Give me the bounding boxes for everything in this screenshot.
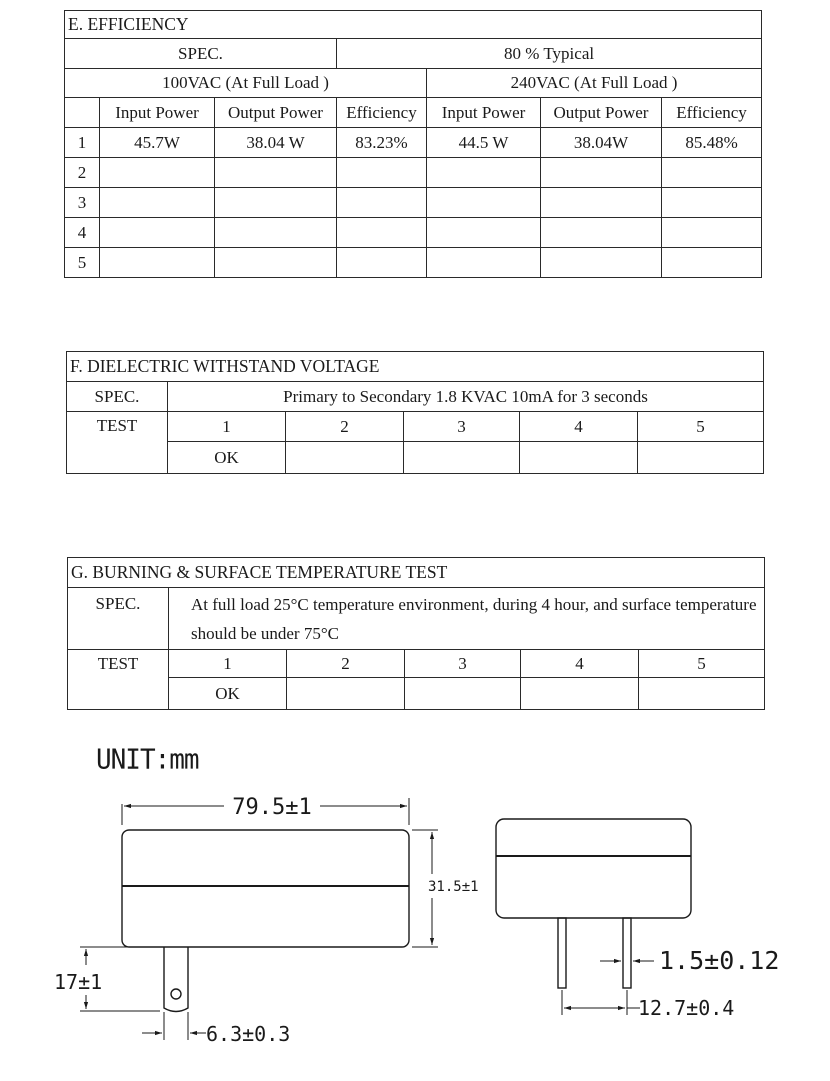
test-result: OK (168, 442, 286, 474)
dim-pin-spacing-label: 12.7±0.4 (638, 996, 735, 1020)
efficiency-header: Efficiency (662, 98, 762, 128)
dim-pin-width-label: 6.3±0.3 (206, 1022, 291, 1046)
table-cell: 44.5 W (427, 128, 541, 158)
efficiency-group-240vac: 240VAC (At Full Load ) (427, 69, 762, 98)
table-cell: 45.7W (100, 128, 215, 158)
row-number: 3 (65, 188, 100, 218)
unit-label: UNIT:mm (96, 744, 199, 776)
burning-test-label: TEST (68, 650, 169, 710)
table-cell: 38.04 W (215, 128, 337, 158)
test-column-header: 5 (638, 412, 764, 442)
efficiency-header: Output Power (541, 98, 662, 128)
efficiency-title: E. EFFICIENCY (65, 11, 762, 39)
adapter-pin-left (558, 918, 566, 988)
test-column-header: 1 (169, 650, 287, 678)
test-column-header: 3 (404, 412, 520, 442)
dielectric-spec-label: SPEC. (67, 382, 168, 412)
adapter-front-view (496, 819, 691, 918)
efficiency-spec-label: SPEC. (65, 39, 337, 69)
burning-title: G. BURNING & SURFACE TEMPERATURE TEST (68, 558, 765, 588)
table-cell: 83.23% (337, 128, 427, 158)
adapter-pin-side (164, 947, 188, 1012)
dielectric-spec-value: Primary to Secondary 1.8 KVAC 10mA for 3 seconds (168, 382, 764, 412)
row-number: 2 (65, 158, 100, 188)
efficiency-header: Input Power (100, 98, 215, 128)
test-result: OK (169, 678, 287, 710)
row-number: 5 (65, 248, 100, 278)
dim-pin-thickness-label: 1.5±0.12 (659, 946, 780, 975)
test-column-header: 4 (520, 412, 638, 442)
efficiency-header: Efficiency (337, 98, 427, 128)
dielectric-title: F. DIELECTRIC WITHSTAND VOLTAGE (67, 352, 764, 382)
test-column-header: 3 (405, 650, 521, 678)
dim-pin-length-label: 17±1 (54, 970, 103, 994)
test-column-header: 4 (521, 650, 639, 678)
pin-hole (171, 989, 181, 999)
dim-length-label: 79.5±1 (232, 795, 312, 820)
test-column-header: 2 (286, 412, 404, 442)
table-cell: 38.04W (541, 128, 662, 158)
test-column-header: 1 (168, 412, 286, 442)
efficiency-header: Output Power (215, 98, 337, 128)
efficiency-header: Input Power (427, 98, 541, 128)
efficiency-spec-value: 80 % Typical (337, 39, 762, 69)
table-cell: 85.48% (662, 128, 762, 158)
dim-height-label: 31.5±1 (428, 879, 479, 895)
adapter-side-view (122, 830, 409, 947)
dielectric-test-label: TEST (67, 412, 168, 474)
test-column-header: 2 (287, 650, 405, 678)
burning-spec-label: SPEC. (68, 588, 169, 650)
row-number: 1 (65, 128, 100, 158)
row-number: 4 (65, 218, 100, 248)
test-column-header: 5 (639, 650, 765, 678)
adapter-pin-right (623, 918, 631, 988)
efficiency-group-100vac: 100VAC (At Full Load ) (65, 69, 427, 98)
burning-spec-value: At full load 25°C temperature environment, during 4 hour, and surface temperature should be under 75°C (169, 588, 765, 650)
